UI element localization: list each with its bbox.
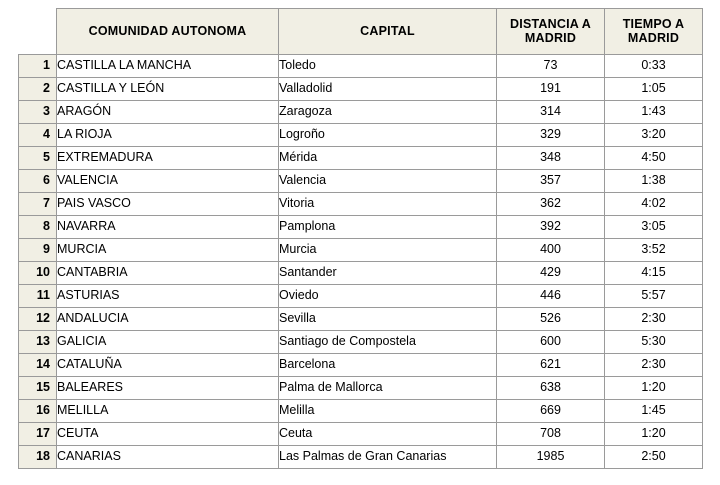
table-body	[19, 55, 703, 469]
comunidad-cell: VALENCIA	[57, 170, 279, 193]
comunidad-cell: LA RIOJA	[57, 124, 279, 147]
comunidad-cell: CASTILLA Y LEÓN	[57, 78, 279, 101]
header-distancia-line2: MADRID	[524, 30, 577, 45]
row-number-cell: 7	[19, 193, 57, 216]
comunidad-cell: CATALUÑA	[57, 354, 279, 377]
spreadsheet-canvas	[0, 8, 720, 485]
distancia-cell: 669	[497, 400, 605, 423]
distancia-cell: 348	[497, 147, 605, 170]
capital-cell: Valencia	[279, 170, 497, 193]
tiempo-cell: 4:02	[605, 193, 703, 216]
table-row	[19, 285, 703, 308]
distancia-cell: 600	[497, 331, 605, 354]
distancia-cell: 400	[497, 239, 605, 262]
tiempo-cell: 1:38	[605, 170, 703, 193]
header-distancia-a-madrid	[497, 9, 605, 55]
capital-cell: Sevilla	[279, 308, 497, 331]
table-row	[19, 147, 703, 170]
tiempo-cell: 3:05	[605, 216, 703, 239]
table-row	[19, 354, 703, 377]
capital-cell: Santander	[279, 262, 497, 285]
header-tiempo-a-madrid	[605, 9, 703, 55]
row-number-cell: 14	[19, 354, 57, 377]
tiempo-cell: 4:15	[605, 262, 703, 285]
row-number-cell: 6	[19, 170, 57, 193]
distancia-cell: 357	[497, 170, 605, 193]
comunidad-cell: ASTURIAS	[57, 285, 279, 308]
capital-cell: Oviedo	[279, 285, 497, 308]
tiempo-cell: 2:30	[605, 354, 703, 377]
comunidad-cell: NAVARRA	[57, 216, 279, 239]
distancia-cell: 638	[497, 377, 605, 400]
row-number-cell: 17	[19, 423, 57, 446]
row-number-cell: 1	[19, 55, 57, 78]
table-row	[19, 124, 703, 147]
table-row	[19, 331, 703, 354]
row-number-cell: 18	[19, 446, 57, 469]
row-number-cell: 16	[19, 400, 57, 423]
tiempo-cell: 4:50	[605, 147, 703, 170]
comunidad-cell: ARAGÓN	[57, 101, 279, 124]
table-row	[19, 446, 703, 469]
header-index	[19, 9, 57, 55]
capital-cell: Toledo	[279, 55, 497, 78]
distancia-cell: 446	[497, 285, 605, 308]
tiempo-cell: 2:50	[605, 446, 703, 469]
row-number-cell: 9	[19, 239, 57, 262]
tiempo-cell: 2:30	[605, 308, 703, 331]
header-distancia-line1: DISTANCIA A	[510, 16, 591, 31]
tiempo-cell: 1:43	[605, 101, 703, 124]
capital-cell: Barcelona	[279, 354, 497, 377]
table-row	[19, 216, 703, 239]
capital-cell: Ceuta	[279, 423, 497, 446]
capital-cell: Mérida	[279, 147, 497, 170]
capital-cell: Las Palmas de Gran Canarias	[279, 446, 497, 469]
distancia-cell: 1985	[497, 446, 605, 469]
capital-cell: Santiago de Compostela	[279, 331, 497, 354]
capital-cell: Logroño	[279, 124, 497, 147]
row-number-cell: 4	[19, 124, 57, 147]
comunidad-cell: CASTILLA LA MANCHA	[57, 55, 279, 78]
row-number-cell: 8	[19, 216, 57, 239]
comunidad-cell: PAIS VASCO	[57, 193, 279, 216]
tiempo-cell: 3:52	[605, 239, 703, 262]
distancia-cell: 73	[497, 55, 605, 78]
header-row	[19, 9, 703, 55]
comunidad-cell: CANARIAS	[57, 446, 279, 469]
distancia-cell: 314	[497, 101, 605, 124]
capital-cell: Pamplona	[279, 216, 497, 239]
row-number-cell: 10	[19, 262, 57, 285]
header-capital: CAPITAL	[279, 9, 497, 55]
header-comunidad-autonoma: COMUNIDAD AUTONOMA	[57, 9, 279, 55]
distancia-cell: 191	[497, 78, 605, 101]
distancia-cell: 708	[497, 423, 605, 446]
table-row	[19, 78, 703, 101]
row-number-cell: 5	[19, 147, 57, 170]
table-row	[19, 193, 703, 216]
table-row	[19, 308, 703, 331]
tiempo-cell: 1:05	[605, 78, 703, 101]
comunidad-cell: EXTREMADURA	[57, 147, 279, 170]
distancia-cell: 526	[497, 308, 605, 331]
comunidad-cell: MURCIA	[57, 239, 279, 262]
capital-cell: Palma de Mallorca	[279, 377, 497, 400]
table-row	[19, 55, 703, 78]
capital-cell: Vitoria	[279, 193, 497, 216]
tiempo-cell: 1:20	[605, 423, 703, 446]
tiempo-cell: 3:20	[605, 124, 703, 147]
tiempo-cell: 0:33	[605, 55, 703, 78]
capital-cell: Valladolid	[279, 78, 497, 101]
capital-cell: Zaragoza	[279, 101, 497, 124]
tiempo-cell: 5:57	[605, 285, 703, 308]
comunidad-cell: GALICIA	[57, 331, 279, 354]
table-row	[19, 400, 703, 423]
capital-cell: Melilla	[279, 400, 497, 423]
comunidad-cell: CEUTA	[57, 423, 279, 446]
distances-table	[18, 8, 703, 469]
table-row	[19, 101, 703, 124]
row-number-cell: 11	[19, 285, 57, 308]
capital-cell: Murcia	[279, 239, 497, 262]
comunidad-cell: CANTABRIA	[57, 262, 279, 285]
table-row	[19, 423, 703, 446]
comunidad-cell: BALEARES	[57, 377, 279, 400]
table-row	[19, 377, 703, 400]
distancia-cell: 329	[497, 124, 605, 147]
distancia-cell: 429	[497, 262, 605, 285]
table-header	[19, 9, 703, 55]
distancia-cell: 362	[497, 193, 605, 216]
comunidad-cell: MELILLA	[57, 400, 279, 423]
header-tiempo-line2: MADRID	[627, 30, 680, 45]
tiempo-cell: 1:20	[605, 377, 703, 400]
distancia-cell: 621	[497, 354, 605, 377]
row-number-cell: 3	[19, 101, 57, 124]
header-tiempo-line1: TIEMPO A	[622, 16, 685, 31]
distancia-cell: 392	[497, 216, 605, 239]
row-number-cell: 2	[19, 78, 57, 101]
tiempo-cell: 5:30	[605, 331, 703, 354]
row-number-cell: 13	[19, 331, 57, 354]
row-number-cell: 15	[19, 377, 57, 400]
table-row	[19, 239, 703, 262]
comunidad-cell: ANDALUCIA	[57, 308, 279, 331]
table-row	[19, 170, 703, 193]
tiempo-cell: 1:45	[605, 400, 703, 423]
table-row	[19, 262, 703, 285]
row-number-cell: 12	[19, 308, 57, 331]
